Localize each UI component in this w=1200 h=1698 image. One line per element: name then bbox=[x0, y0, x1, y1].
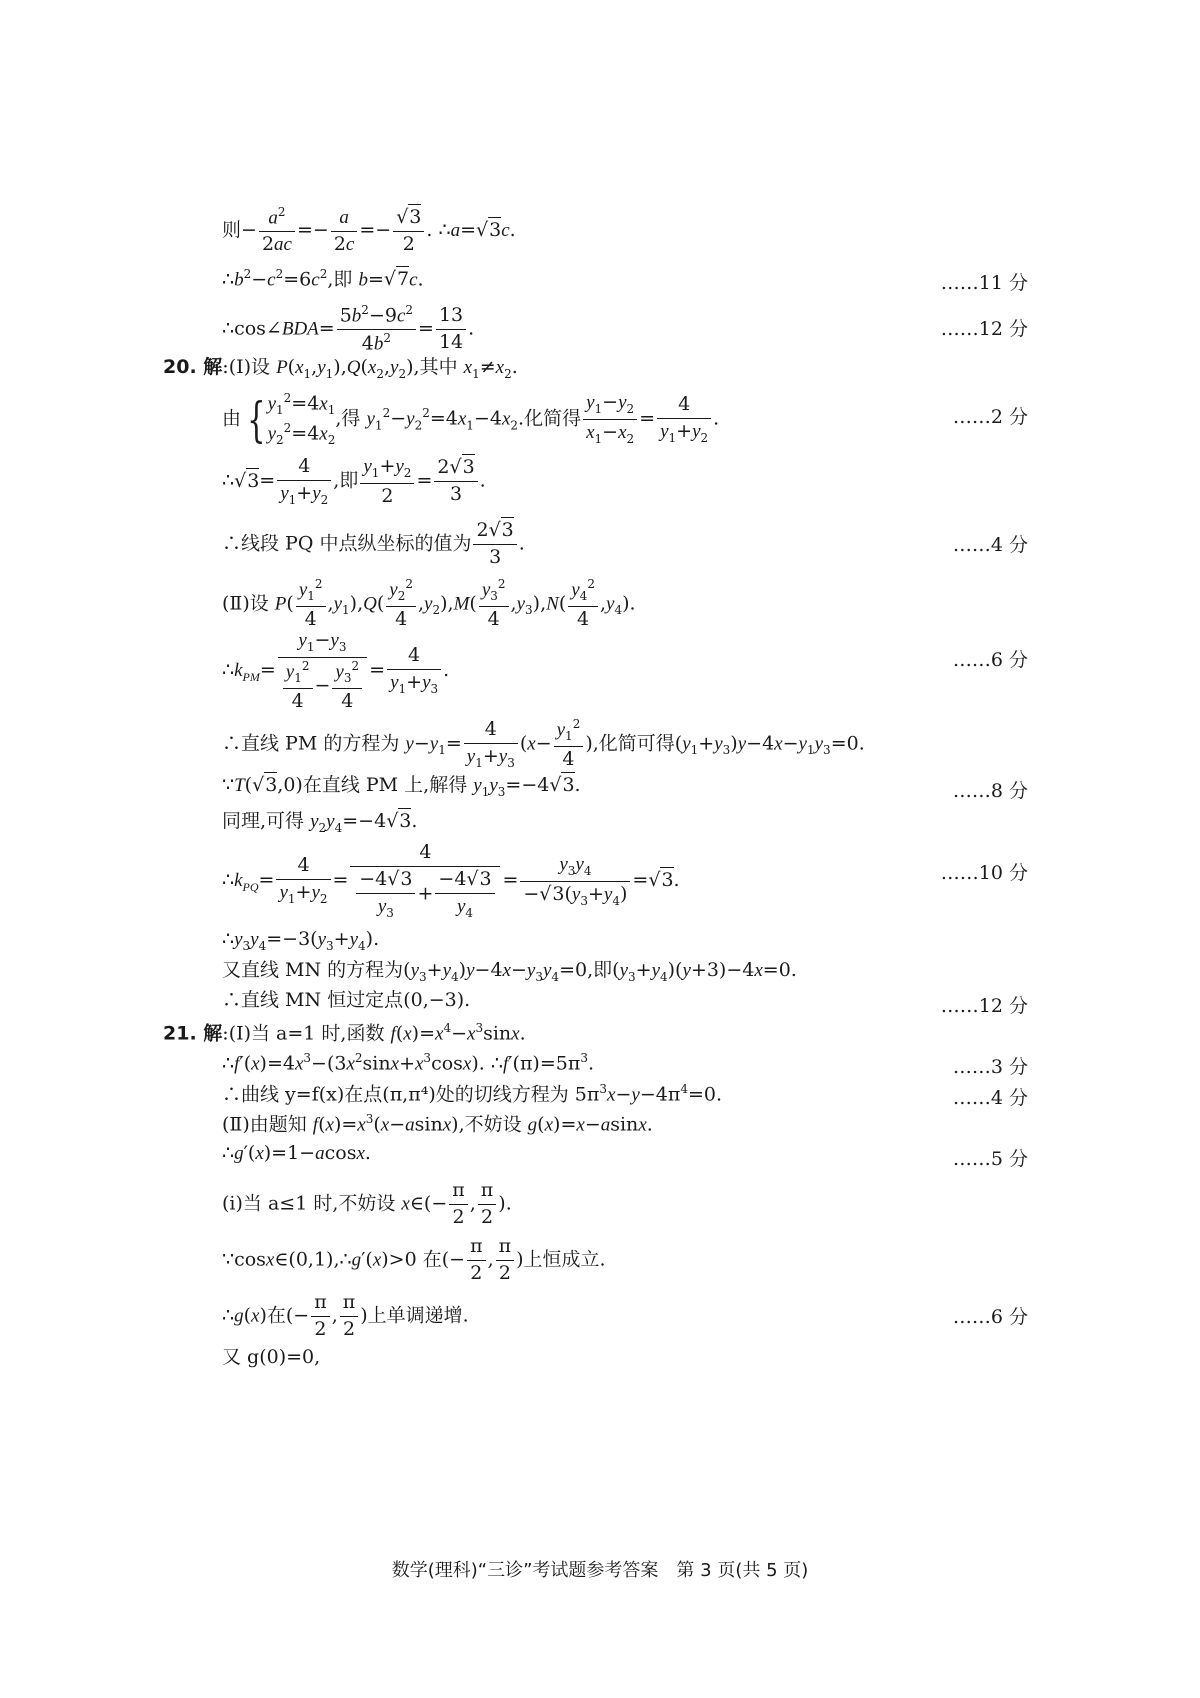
score-4a: ……4 分 bbox=[952, 534, 1028, 556]
q21-part2: (Ⅱ)由题知 $f(x)=x^3(x-asinx)$,不妨设 g(x)=x−asinx. bbox=[222, 1112, 653, 1136]
score-11: ……11 分 bbox=[940, 272, 1028, 294]
q20-system: 由 { $y_1^2=4x_1$ $y_2^2=4x_2$ ,得 $y_1^2-y_2^2=4x_1-4x_2$.化简得 $\frac{y_1-y_2}{x_1-x_2}$ = $\frac{4}{y_1+y_2}$ . bbox=[222, 391, 720, 448]
q21-intro: 21. 解:(Ⅰ)当 a=1 时,函数 $f(x)=x^4-x^3\sin x$. bbox=[163, 1021, 526, 1045]
q20-midpoint: ∴线段 PQ 中点纵坐标的值为 $\frac{2√3}{3}$ . bbox=[222, 519, 525, 568]
q20-t-point: ∵T(√3,0)在直线 PM 上,解得 $y_1y_3=-4√3$. bbox=[222, 774, 581, 799]
q20-part2-points: (Ⅱ)设 P( $\frac{y_1^2}{4}$ $,y_1),Q$( $\frac{y_2^2}{4}$ $,y_2),M$( $\frac{y_3^2}{4}$ $,y_3),N$( $\frac{y_4^2}{4}$ $,y_4$). bbox=[222, 577, 636, 630]
score-6a: ……6 分 bbox=[952, 649, 1028, 671]
q20-y3y4: $\therefore y_3y_4=-3(y_3+y_4)$. bbox=[222, 928, 380, 953]
q20-line-pm: ∴直线 PM 的方程为 $y-y_1=$ $\frac{4}{y_1+y_3}$ (x− $\frac{y_1^2}{4}$ ),化简可得$(y_1+y_3)y-4x-y_1y_3=0$. bbox=[222, 717, 865, 770]
line-ratio-a: 则− $\frac{a^2}{2ac}$ =− $\frac{a}{2c}$ =− $\frac{√3}{2}$ . ∴a=√3c. bbox=[222, 205, 516, 256]
score-6b: ……6 分 bbox=[952, 1306, 1028, 1328]
q21-derivative: $\therefore f'(x)=4x^3-(3x^2\sin x+x^3\cos x)$. $\therefore f'(\pi)=5\pi^3$. bbox=[222, 1051, 595, 1075]
q20-sqrt3: ∴√3= $\frac{4}{y_1+y_2}$ ,即 $\frac{y_1+y_2}{2}$ = $\frac{2√3}{3}$ . bbox=[222, 455, 486, 507]
q21-gprime: ∴g′(x)=1−acosx. bbox=[222, 1142, 371, 1164]
q21-tangent: ∴曲线 y=f(x)在点(π,π⁴)处的切线方程为 $5\pi^3x-y-4\pi^4=0$. bbox=[222, 1082, 723, 1106]
q21-g0: 又 g(0)=0, bbox=[222, 1346, 321, 1368]
q20-kpm: $\therefore k_{PM}=$ $y_1-y_3$ $\frac{y_1^2}{4}$ − $\frac{y_3^2}{4}$ = $\frac{4}{y_1+y_3}$ . bbox=[222, 629, 450, 712]
line-b-c: $\therefore b^2-c^2=6c^2$,即 b=√7c. bbox=[222, 267, 424, 291]
page-footer: 数学(理科)“三诊”考试题参考答案 第 3 页(共 5 页) bbox=[391, 1560, 809, 1581]
q21-monotone: ∴g(x)在(− $\frac{\pi}{2}$ , $\frac{\pi}{2}$ )上单调递增. bbox=[222, 1291, 469, 1340]
score-8: ……8 分 bbox=[952, 780, 1028, 802]
q20-intro: 20. 解:(Ⅰ)设 $P(x_1,y_1),Q(x_2,y_2)$,其中 $x_1\ne x_2$. bbox=[163, 356, 518, 381]
line-cos-bda: ∴cos∠BDA= $\frac{5b^2-9c^2}{4b^2}$ = $\frac{13}{14}$ . bbox=[222, 303, 475, 355]
q21-cos-range: ∵cosx∈(0,1),∴g′(x)>0 在(− $\frac{\pi}{2}$ , $\frac{\pi}{2}$ )上恒成立. bbox=[222, 1235, 606, 1284]
score-10: ……10 分 bbox=[940, 862, 1028, 884]
score-12b: ……12 分 bbox=[940, 995, 1028, 1017]
q20-line-mn: 又直线 MN 的方程为$(y_3+y_4)y-4x-y_3y_4=0$,即$(y_3+y_4)(y+3)-4x=0$. bbox=[222, 959, 797, 984]
score-12a: ……12 分 bbox=[940, 318, 1028, 340]
q21-case-i: (i)当 a≤1 时,不妨设 x∈(− $\frac{\pi}{2}$ , $\frac{\pi}{2}$ ). bbox=[222, 1179, 512, 1228]
q20-kpq: $\therefore k_{PQ}=$ $\frac{4}{y_1+y_2}$ = 4 $\frac{-4√3}{y_3}$ + $\frac{-4√3}{y_4}$ = $\frac{y_3y_4}{-√3(y_3+y_4)}$ =√3. bbox=[222, 841, 680, 920]
score-4b: ……4 分 bbox=[952, 1087, 1028, 1109]
score-3: ……3 分 bbox=[952, 1056, 1028, 1078]
q20-fixed-point: ∴直线 MN 恒过定点(0,−3). bbox=[222, 989, 471, 1011]
q20-tongli: 同理,可得 $y_2y_4=-4√3$. bbox=[222, 810, 418, 835]
score-2: ……2 分 bbox=[952, 406, 1028, 428]
score-5: ……5 分 bbox=[952, 1148, 1028, 1170]
